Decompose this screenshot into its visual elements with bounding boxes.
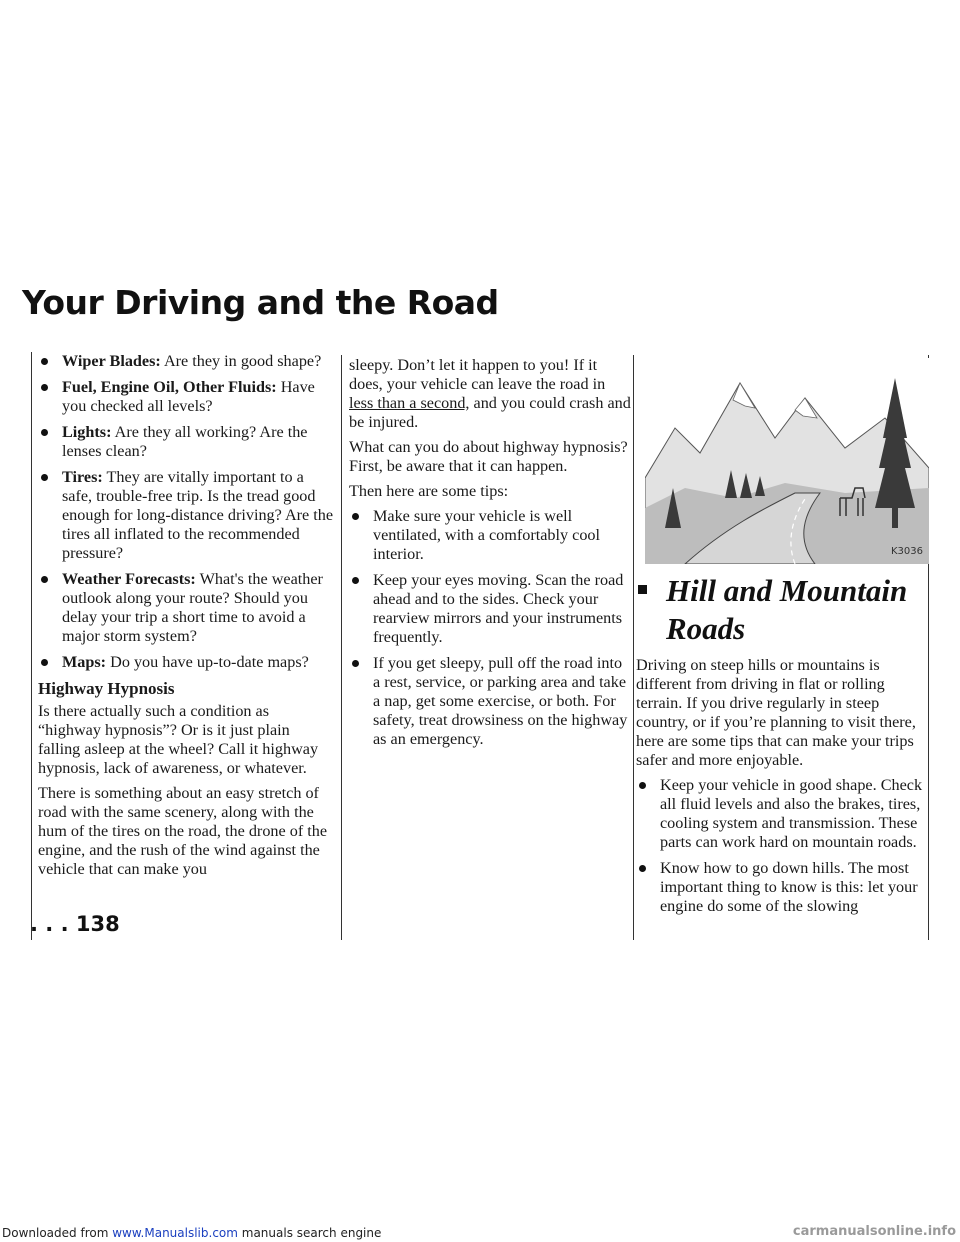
paragraph: sleepy. Don’t let it happen to you! If it does, your vehicle can leave the road in less than a second, and you could crash and be injured. — [349, 356, 631, 431]
list-item: Make sure your vehicle is well ventilated, with a comfortably cool interior. — [349, 507, 631, 564]
paragraph: Driving on steep hills or mountains is different from driving in flat or rolling terrain. If you drive regularly in steep country, or if you’re planning to visit there, here are some tips that can make your trips safer and more enjoyable. — [636, 656, 916, 769]
bullet-icon — [352, 577, 359, 584]
page-number: . . . 138 — [30, 912, 120, 936]
download-notice: Downloaded from www.Manualslib.com manuals search engine — [2, 1226, 382, 1240]
bullet-icon — [352, 513, 359, 520]
section-heading-highway-hypnosis: Highway Hypnosis — [38, 679, 175, 698]
checklist — [38, 352, 334, 672]
watermark: carmanualsonline.info — [792, 1224, 956, 1239]
bullet-icon — [41, 429, 48, 436]
paragraph: There is something about an easy stretch of road with the same scenery, along with the hum of the tires on the road, the drone of the engine, and the rush of the wind against the vehicle that can make you — [38, 784, 328, 878]
section-heading-hill-mountain-roads: Hill and Mountain Roads — [636, 572, 932, 648]
bullet-icon — [41, 659, 48, 666]
footer — [0, 1226, 960, 1242]
square-bullet-icon — [638, 585, 647, 594]
column-1 — [38, 352, 334, 885]
list-item: Tires: They are vitally important to a safe, trouble-free trip. Is the tread good enough for long-distance driving? Are the tires all inflated to the recommended pressure? — [38, 468, 334, 563]
list-item: Weather Forecasts: What's the weather outlook along your route? Should you delay your trip a short time to avoid a major storm system? — [38, 570, 334, 646]
underlined-emphasis: less than a second, — [349, 394, 470, 412]
list-item: If you get sleepy, pull off the road into a rest, service, or parking area and take a nap, get some exercise, or both. For safety, treat drowsiness on the highway as an emergency. — [349, 654, 631, 749]
column-divider-1 — [341, 355, 342, 940]
column-divider-2 — [633, 355, 634, 940]
list-item: Keep your vehicle in good shape. Check all fluid levels and also the brakes, tires, cooling system and transmission. These parts can work hard on mountain roads. — [636, 776, 932, 852]
mountain-road-illustration — [645, 358, 929, 564]
bullet-icon — [41, 474, 48, 481]
list-item: Wiper Blades: Are they in good shape? — [38, 352, 334, 371]
paragraph: Then here are some tips: — [349, 482, 509, 500]
column-3 — [636, 572, 932, 923]
bullet-icon — [41, 576, 48, 583]
list-item: Keep your eyes moving. Scan the road ahead and to the sides. Check your rearview mirrors and your instruments frequently. — [349, 571, 631, 647]
tips-list — [349, 507, 631, 749]
hill-tips-list — [636, 776, 932, 916]
bullet-icon — [639, 865, 646, 872]
paragraph: What can you do about highway hypnosis? First, be aware that it can happen. — [349, 438, 628, 475]
paragraph: Is there actually such a condition as “highway hypnosis”? Or is it just plain falling asleep at the wheel? Call it highway hypnosis, lack of awareness, or whatever. — [38, 702, 319, 777]
left-margin-rule — [31, 352, 32, 940]
column-2 — [349, 356, 631, 756]
list-item: Know how to go down hills. The most important thing to know is this: let your engine do some of the slowing — [636, 859, 932, 916]
page-title: Your Driving and the Road — [22, 283, 499, 322]
bullet-icon — [352, 660, 359, 667]
list-item: Fuel, Engine Oil, Other Fluids: Have you checked all levels? — [38, 378, 334, 416]
bullet-icon — [41, 358, 48, 365]
bullet-icon — [41, 384, 48, 391]
list-item: Maps: Do you have up-to-date maps? — [38, 653, 334, 672]
list-item: Lights: Are they all working? Are the lenses clean? — [38, 423, 334, 461]
figure-code: K3036 — [891, 546, 924, 557]
manualslib-link[interactable]: www.Manualslib.com — [112, 1226, 238, 1240]
bullet-icon — [639, 782, 646, 789]
